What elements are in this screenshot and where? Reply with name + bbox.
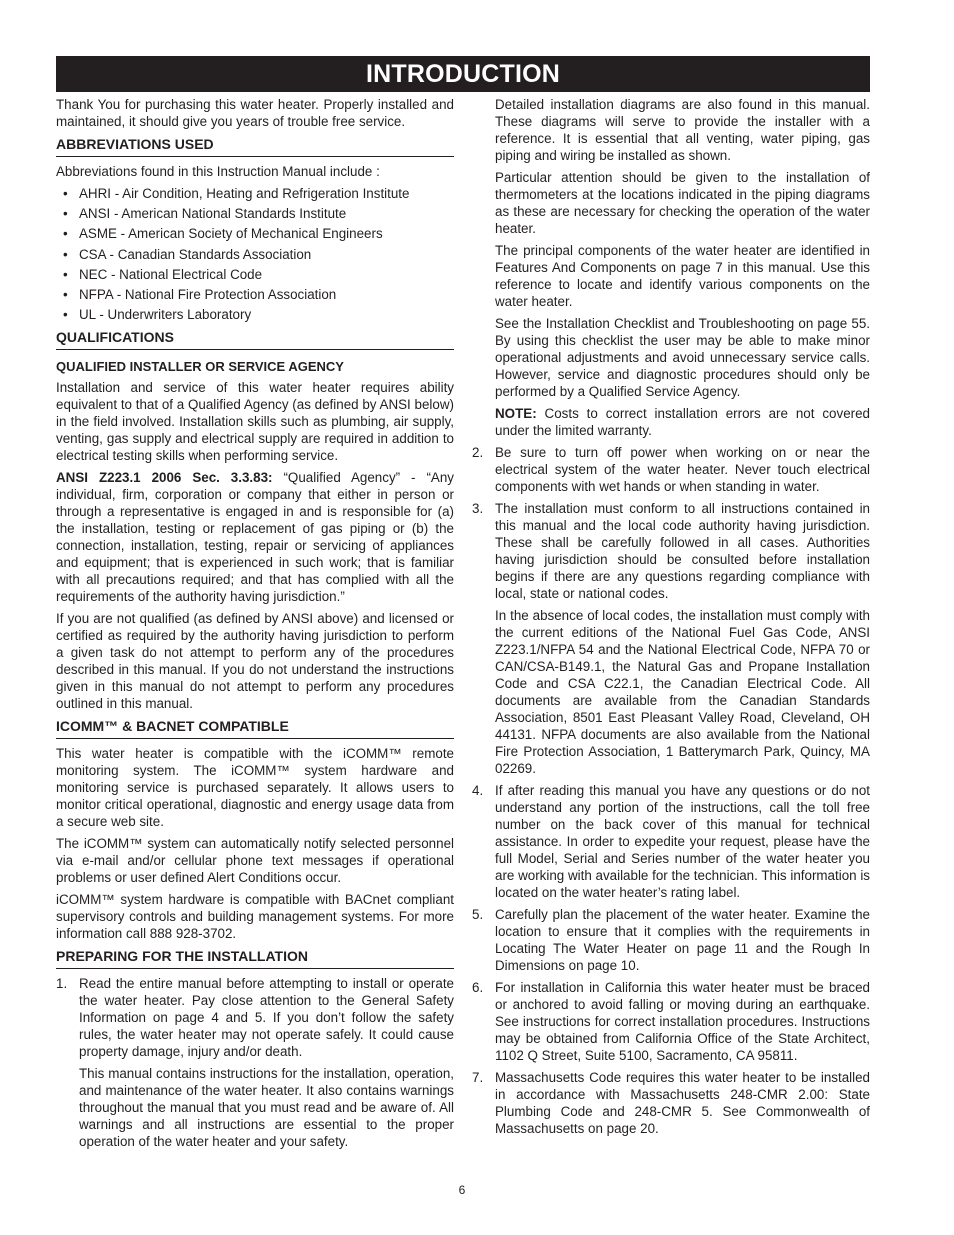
item-paragraph: Detailed installation diagrams are also found in this manual. These diagrams will serve to provide the installer with a reference. It is essential that all venting, water piping, gas piping and wiring be installed as shown. [495, 97, 870, 163]
qualified-installer-subheading: QUALIFIED INSTALLER OR SERVICE AGENCY [56, 359, 344, 375]
left-column [56, 96, 454, 1155]
ansi-definition-text: “Qualified Agency” - “Any individual, firm, corporation or company that either in person or through a representative is engaged in and is responsible for (a) the installation, testing or replacement of gas piping or (b) the connection, installation, testing, repair or servicing of appliances and equipment; that is experienced in such work; that is familiar with all precautions required; and that has complied with all the requirements of the authority having jurisdiction.” [56, 470, 454, 605]
item-paragraph: See the Installation Checklist and Troubleshooting on page 55. By using this checklist the user may be able to make minor operational adjustments and avoid unnecessary service calls. However, service and diagnostic procedures should only be performed by a Qualified Service Agency. [495, 316, 870, 399]
item-text: The installation must conform to all instructions contained in this manual and the local code authority having jurisdiction. These shall be carefully followed in all cases. Authorities having jurisdiction should be consulted before installation begins if there are any questions regarding compliance with local, state or national codes. [495, 501, 870, 601]
item-number: 3. [472, 501, 484, 516]
note-paragraph [472, 405, 870, 439]
item-text: Read the entire manual before attempting to install or operate the water heater. Pay close attention to the General Safety Information on page 4 and 5. If you don’t follow the safety rules, the water heater may not operate safely. It could cause property damage, injury and/or death. [79, 976, 454, 1060]
numbered-item [472, 1069, 870, 1137]
abbreviations-lead: Abbreviations found in this Instruction Manual include : [56, 164, 380, 179]
icomm-paragraph: iCOMM™ system hardware is compatible with BACnet compliant supervisory controls and building management systems. For more information call 888 928-3702. [56, 892, 454, 942]
abbreviations-list [56, 185, 454, 323]
page-title: INTRODUCTION [56, 56, 870, 92]
icomm-paragraph: The iCOMM™ system can automatically notify selected personnel via e-mail and/or cellular phone text messages if operational problems or user defined Alert Conditions occur. [56, 836, 454, 886]
list-item: • NFPA - National Fire Protection Association [56, 286, 454, 303]
numbered-item [56, 975, 454, 1060]
ansi-definition-paragraph [56, 469, 454, 605]
page-number: 6 [458, 1183, 466, 1197]
preparing-heading: PREPARING FOR THE INSTALLATION [56, 948, 454, 969]
item-text: Massachusetts Code requires this water heater to be installed in accordance with Massachusetts 248-CMR 2.00: State Plumbing Code and 248-CMR 5. See Commonwealth of Massachusetts on page 20. [495, 1070, 870, 1136]
qualifications-heading: QUALIFICATIONS [56, 329, 454, 350]
numbered-item [472, 979, 870, 1064]
ansi-reference: ANSI Z223.1 2006 Sec. 3.3.83: [56, 470, 273, 486]
note-label: NOTE: [495, 406, 537, 421]
item-number: 1. [56, 976, 68, 992]
intro-paragraph: Thank You for purchasing this water heater. Properly installed and maintained, it should give you years of trouble free service. [56, 97, 454, 129]
item-paragraph: The principal components of the water heater are identified in Features And Components on page 7 in this manual. Use this reference to locate and identify various components on the water heater. [495, 243, 870, 309]
numbered-item [472, 500, 870, 602]
list-item: • AHRI - Air Condition, Heating and Refrigeration Institute [56, 185, 454, 202]
numbered-item [472, 444, 870, 495]
item-number: 4. [472, 783, 484, 798]
numbered-item [472, 782, 870, 901]
list-item: • ASME - American Society of Mechanical Engineers [56, 225, 454, 242]
list-item: • UL - Underwriters Laboratory [56, 306, 454, 323]
item-paragraph: Particular attention should be given to the installation of thermometers at the locations indicated in the piping diagrams as these are necessary for checking the operation of the water heater. [495, 170, 870, 236]
item-text: For installation in California this water heater must be braced or anchored to avoid falling or moving during an earthquake. See instructions for correct installation procedures. Instructions may be obtained from California Office of the State Architect, 1102 Q Street, Suite 5100, Sacramento, CA 95811. [495, 980, 870, 1063]
item-number: 6. [472, 980, 484, 995]
item-number: 5. [472, 907, 484, 922]
list-item: • CSA - Canadian Standards Association [56, 246, 454, 263]
abbreviations-heading: ABBREVIATIONS USED [56, 136, 454, 157]
list-item: • ANSI - American National Standards Institute [56, 205, 454, 222]
item-text: Carefully plan the placement of the water heater. Examine the location to ensure that it complies with the requirements in Locating The Water Heater on page 11 and the Rough In Dimensions on page 10. [495, 907, 870, 973]
icomm-paragraph: This water heater is compatible with the iCOMM™ remote monitoring system. The iCOMM™ system hardware and monitoring service is purchased separately. It allows users to monitor critical operational, diagnostic and energy usage data from a secure web site. [56, 746, 454, 830]
item-paragraph: In the absence of local codes, the installation must comply with the current editions of the National Fuel Gas Code, ANSI Z223.1/NFPA 54 and the National Electrical Code, NFPA 70 or CAN/CSA-B149.1, the Natural Gas and Propane Installation Code and CSA C22.1, the Canadian Electrical Code. All documents are available from the Canadian Standards Association, 8501 East Pleasant Valley Road, Cleveland, OH 44131. NFPA documents are also available from the National Fire Protection Association, 1 Batterymarch Park, Quincy, MA 02269. [495, 608, 870, 776]
item-number: 2. [472, 445, 484, 460]
not-qualified-paragraph: If you are not qualified (as defined by ANSI above) and licensed or certified as required by the authority having jurisdiction to perform a given task do not attempt to perform any of the procedures described in this manual. If you do not understand the instructions given in this manual do not attempt to perform any procedures outlined in this manual. [56, 611, 454, 712]
item-text: If after reading this manual you have any questions or do not understand any portion of the instructions, call the toll free number on the back cover of this manual for technical assistance. In order to expedite your request, please have the full Model, Serial and Series number of the water heater you are working with available for the technician. This information is located on the water heater’s rating label. [495, 783, 870, 900]
item-paragraph: This manual contains instructions for the installation, operation, and maintenance of the water heater. It also contains warnings throughout the manual that you must read and be aware of. All warnings and all instructions are essential to the proper operation of the water heater and your safety. [79, 1066, 454, 1150]
item-number: 7. [472, 1070, 484, 1085]
note-text: Costs to correct installation errors are not covered under the limited warranty. [495, 406, 870, 438]
icomm-heading: ICOMM™ & BACNET COMPATIBLE [56, 718, 454, 739]
item-text: Be sure to turn off power when working on or near the electrical system of the water heater. Never touch electrical components with wet hands or when standing in water. [495, 445, 870, 494]
right-column [472, 96, 870, 1142]
list-item: • NEC - National Electrical Code [56, 266, 454, 283]
numbered-item [472, 906, 870, 974]
qualifications-paragraph: Installation and service of this water heater requires ability equivalent to that of a Qualified Agency (as defined by ANSI below) in the field involved. Installation skills such as plumbing, air supply, venting, gas supply and electrical supply are required in addition to electrical testing skills when performing service. [56, 380, 454, 464]
